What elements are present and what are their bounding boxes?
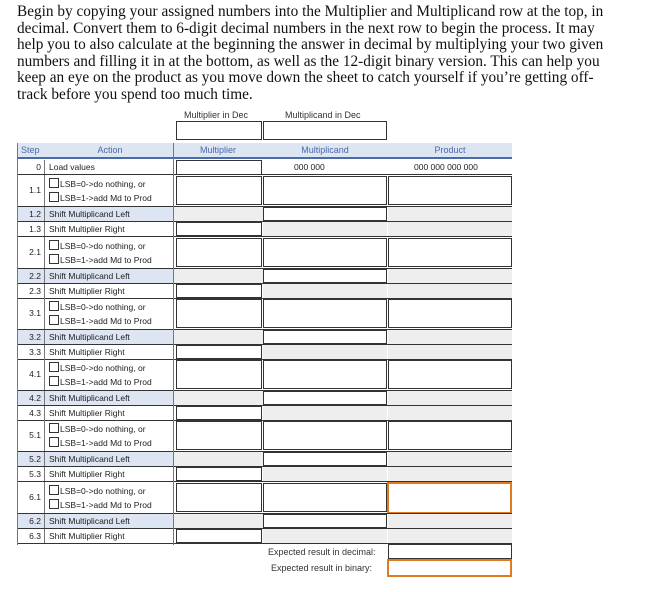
multiplicand-cell-3-1[interactable] [263, 299, 387, 328]
action-shift-multiplicand-4: Shift Multiplicand Left [49, 393, 130, 403]
option-lsb1-5 [46, 436, 173, 450]
step-6-3: 6.3 [17, 529, 45, 543]
multiplicand-cell-6-1[interactable] [263, 483, 387, 512]
header-multiplicand: Multiplicand [262, 143, 388, 157]
checkbox-icon[interactable] [49, 240, 59, 250]
checkbox-icon[interactable] [49, 437, 59, 447]
option-lsb0-2 [46, 239, 173, 253]
multiplier-cell-1-1[interactable] [176, 176, 262, 205]
product-cell-1-1[interactable] [388, 176, 512, 205]
header-underline [17, 157, 512, 159]
step-6-1: 6.1 [17, 482, 45, 513]
multiplicand-cell-2-1[interactable] [263, 238, 387, 267]
action-shift-multiplier-4: Shift Multiplier Right [49, 408, 125, 418]
multiplier-dec-input[interactable] [176, 121, 262, 140]
product-cell-2-1[interactable] [388, 238, 512, 267]
checkbox-icon[interactable] [49, 376, 59, 386]
multiplicand-cell-1-1[interactable] [263, 176, 387, 205]
product-cell-4-1[interactable] [388, 360, 512, 389]
multiplier-shaded-5-2 [174, 452, 263, 466]
header-action: Action [46, 143, 174, 157]
product-cell-3-1[interactable] [388, 299, 512, 328]
multiplicand-shaded-5-3 [263, 467, 387, 481]
product-shaded-2-3 [388, 284, 512, 298]
multiplier-cell-6-3[interactable] [176, 529, 262, 543]
action-shift-multiplier-3: Shift Multiplier Right [49, 347, 125, 357]
option-lsb1-1 [46, 191, 173, 205]
action-shift-multiplicand-3: Shift Multiplicand Left [49, 332, 130, 342]
multiplier-cell-0[interactable] [176, 160, 262, 175]
step-1-1: 1.1 [17, 175, 45, 206]
multiplicand-shaded-2-3 [263, 284, 387, 298]
multiplicand-cell-4-2[interactable] [263, 391, 387, 405]
multiplier-shaded-6-2 [174, 514, 263, 528]
product-cell-6-1[interactable] [387, 482, 512, 514]
multiplier-cell-5-1[interactable] [176, 421, 262, 450]
multiplicand-cell-3-2[interactable] [263, 330, 387, 344]
expected-binary-label: Expected result in binary: [271, 563, 373, 573]
product-shaded-4-3 [388, 406, 512, 420]
checkbox-icon[interactable] [49, 362, 59, 372]
multiplier-cell-4-1[interactable] [176, 360, 262, 389]
action-shift-multiplier-5: Shift Multiplier Right [49, 469, 125, 479]
multiplier-shaded-3-2 [174, 330, 263, 344]
checkbox-icon[interactable] [49, 254, 59, 264]
checkbox-icon[interactable] [49, 301, 59, 311]
multiplier-cell-4-3[interactable] [176, 406, 262, 420]
step-4-2: 4.2 [17, 391, 45, 405]
product-shaded-5-2 [388, 452, 512, 466]
step-2-2: 2.2 [17, 269, 45, 283]
option-lsb1-text: LSB=1->add Md to Prod [60, 255, 152, 265]
multiplicand-dec-label: Multiplicand in Dec [285, 110, 361, 120]
step-2-3: 2.3 [17, 284, 45, 298]
step-3-1: 3.1 [17, 298, 45, 329]
step-4-3: 4.3 [17, 406, 45, 420]
step-2-1: 2.1 [17, 237, 45, 268]
multiplier-shaded-2-2 [174, 269, 263, 283]
multiplier-dec-label: Multiplier in Dec [184, 110, 249, 120]
checkbox-icon[interactable] [49, 315, 59, 325]
option-lsb0-text: LSB=0->do nothing, or [60, 302, 146, 312]
multiplicand-cell-2-2[interactable] [263, 269, 387, 283]
header-multiplier: Multiplier [174, 143, 262, 157]
option-lsb0-text: LSB=0->do nothing, or [60, 486, 146, 496]
multiplicand-cell-5-1[interactable] [263, 421, 387, 450]
step-1-3: 1.3 [17, 222, 45, 236]
product-cell-5-1[interactable] [388, 421, 512, 450]
product-shaded-4-2 [388, 391, 512, 405]
expected-decimal-label: Expected result in decimal: [268, 547, 376, 557]
expected-decimal-input[interactable] [388, 544, 512, 559]
option-lsb0-6 [46, 484, 173, 498]
header-product: Product [388, 143, 512, 157]
option-lsb1-4 [46, 375, 173, 389]
option-lsb1-text: LSB=1->add Md to Prod [60, 438, 152, 448]
action-shift-multiplier-6: Shift Multiplier Right [49, 531, 125, 541]
multiplicand-shaded-4-3 [263, 406, 387, 420]
multiplicand-shaded-6-3 [263, 529, 387, 543]
option-lsb0-text: LSB=0->do nothing, or [60, 424, 146, 434]
multiplier-cell-3-1[interactable] [176, 299, 262, 328]
multiplicand-value-0: 000 000 [294, 162, 325, 172]
step-3-3: 3.3 [17, 345, 45, 359]
step-5-3: 5.3 [17, 467, 45, 481]
multiplier-cell-6-1[interactable] [176, 483, 262, 512]
multiplier-cell-2-1[interactable] [176, 238, 262, 267]
step-5-2: 5.2 [17, 452, 45, 466]
action-shift-multiplicand-2: Shift Multiplicand Left [49, 271, 130, 281]
option-lsb1-6 [46, 498, 173, 512]
product-shaded-2-2 [388, 269, 512, 283]
product-shaded-3-3 [388, 345, 512, 359]
checkbox-icon[interactable] [49, 499, 59, 509]
multiplicand-cell-4-1[interactable] [263, 360, 387, 389]
option-lsb0-text: LSB=0->do nothing, or [60, 241, 146, 251]
option-lsb0-3 [46, 300, 173, 314]
multiplier-cell-1-3[interactable] [176, 222, 262, 236]
multiplier-cell-5-3[interactable] [176, 467, 262, 481]
option-lsb1-text: LSB=1->add Md to Prod [60, 377, 152, 387]
multiplier-cell-2-3[interactable] [176, 284, 262, 298]
action-shift-multiplicand-6: Shift Multiplicand Left [49, 516, 130, 526]
row-divider [17, 236, 512, 237]
option-lsb1-text: LSB=1->add Md to Prod [60, 193, 152, 203]
option-lsb0-4 [46, 361, 173, 375]
action-load-values: Load values [49, 162, 95, 172]
step-5-1: 5.1 [17, 420, 45, 451]
multiplicand-dec-input[interactable] [263, 121, 387, 140]
option-lsb1-text: LSB=1->add Md to Prod [60, 316, 152, 326]
option-lsb1-3 [46, 314, 173, 328]
checkbox-icon[interactable] [49, 192, 59, 202]
checkbox-icon[interactable] [49, 423, 59, 433]
multiplier-shaded-4-2 [174, 391, 263, 405]
multiplicand-cell-5-2[interactable] [263, 452, 387, 466]
step-1-2: 1.2 [17, 207, 45, 221]
option-lsb1-2 [46, 253, 173, 267]
action-shift-multiplier-2: Shift Multiplier Right [49, 286, 125, 296]
option-lsb1-text: LSB=1->add Md to Prod [60, 500, 152, 510]
option-lsb0-5 [46, 422, 173, 436]
product-shaded-5-3 [388, 467, 512, 481]
step-0: 0 [17, 160, 45, 174]
option-lsb0-text: LSB=0->do nothing, or [60, 179, 146, 189]
product-shaded-1-3 [388, 222, 512, 236]
instructions-paragraph: Begin by copying your assigned numbers into the Multiplier and Multiplicand row at the top, in decimal. Convert them to 6-digit decimal numbers in the next row to begin the process. It may help you to also calculate at the beginning the answer in decimal by multiplying your two given numbers and filling it in at the bottom, as well as the 12-digit binary version. This can help you keep an eye on the product as you move down the sheet to catch yourself if you’re getting off-track before you spend too much time. [17, 3, 604, 103]
product-shaded-1-2 [388, 207, 512, 221]
multiplier-shaded-1-2 [174, 207, 263, 221]
step-3-2: 3.2 [17, 330, 45, 344]
multiplicand-cell-1-2[interactable] [263, 207, 387, 221]
product-shaded-6-2 [388, 514, 512, 528]
action-shift-multiplier-1: Shift Multiplier Right [49, 224, 125, 234]
product-shaded-6-3 [388, 529, 512, 543]
multiplier-cell-3-3[interactable] [176, 345, 262, 359]
row-divider [17, 174, 512, 175]
option-lsb0-text: LSB=0->do nothing, or [60, 363, 146, 373]
product-value-0: 000 000 000 000 [414, 162, 478, 172]
product-shaded-3-2 [388, 330, 512, 344]
checkbox-icon[interactable] [49, 485, 59, 495]
header-step: Step [17, 143, 46, 157]
step-4-1: 4.1 [17, 359, 45, 390]
multiplicand-shaded-3-3 [263, 345, 387, 359]
multiplicand-cell-6-2[interactable] [263, 514, 387, 528]
checkbox-icon[interactable] [49, 178, 59, 188]
step-6-2: 6.2 [17, 514, 45, 528]
action-shift-multiplicand-5: Shift Multiplicand Left [49, 454, 130, 464]
expected-binary-input[interactable] [387, 559, 512, 577]
multiplicand-shaded-1-3 [263, 222, 387, 236]
option-lsb0-1 [46, 177, 173, 191]
action-shift-multiplicand-1: Shift Multiplicand Left [49, 209, 130, 219]
